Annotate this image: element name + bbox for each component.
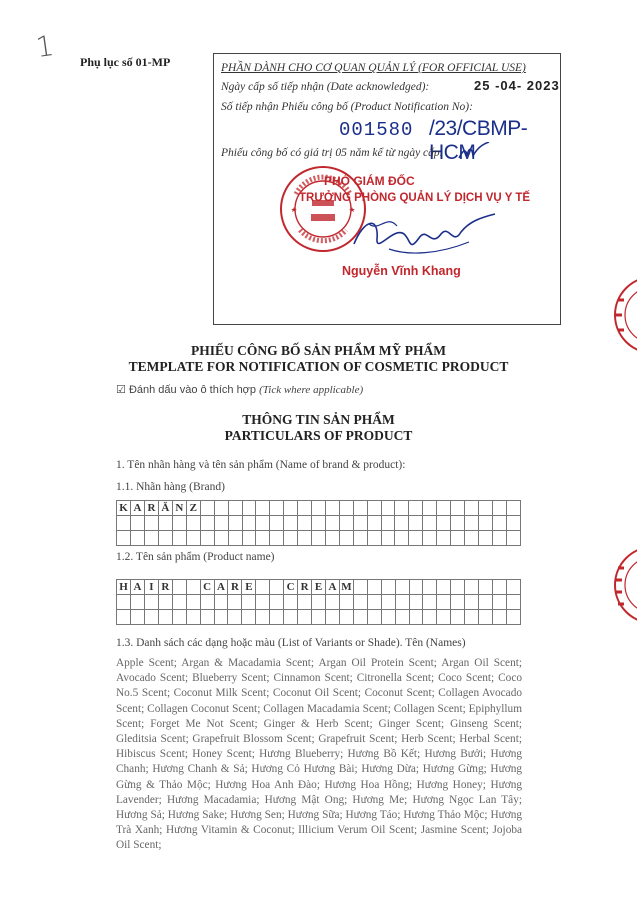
grid-cell <box>158 595 172 610</box>
grid-cell <box>478 501 492 516</box>
form-title-vietnamese: PHIẾU CÔNG BỐ SẢN PHẨM MỸ PHẨM <box>191 343 446 358</box>
grid-cell <box>506 531 520 546</box>
grid-cell <box>228 610 242 625</box>
grid-cell: M <box>341 581 352 593</box>
grid-cell <box>465 580 479 595</box>
grid-cell <box>423 501 437 516</box>
grid-cell <box>451 516 465 531</box>
grid-cell <box>130 516 144 531</box>
grid-cell <box>409 610 423 625</box>
grid-cell <box>214 501 228 516</box>
form-title-english: TEMPLATE FOR NOTIFICATION OF COSMETIC PRODUCT <box>128 359 509 374</box>
grid-cell <box>130 595 144 610</box>
grid-row <box>117 580 521 595</box>
grid-cell <box>423 516 437 531</box>
grid-cell <box>284 501 298 516</box>
grid-cell <box>200 610 214 625</box>
grid-cell <box>506 580 520 595</box>
grid-cell <box>242 531 256 546</box>
grid-cell <box>465 516 479 531</box>
grid-cell: R <box>144 501 158 516</box>
grid-cell <box>270 595 284 610</box>
grid-cell <box>367 595 381 610</box>
grid-cell <box>284 595 298 610</box>
grid-cell <box>395 610 409 625</box>
item-1-label: 1. Tên nhãn hàng và tên sản phẩm (Name of brand & product): <box>116 459 406 471</box>
grid-cell <box>409 516 423 531</box>
grid-cell <box>312 501 326 516</box>
grid-cell <box>256 516 270 531</box>
grid-cell: E <box>242 580 256 595</box>
grid-row <box>117 595 521 610</box>
grid-cell <box>423 595 437 610</box>
grid-cell: R <box>298 580 312 595</box>
grid-cell <box>172 531 186 546</box>
official-use-title: PHẦN DÀNH CHO CƠ QUAN QUẢN LÝ (FOR OFFICIAL USE) <box>221 62 526 74</box>
tick-instruction-en: (Tick where applicable) <box>259 384 364 396</box>
grid-cell <box>478 516 492 531</box>
grid-cell <box>284 516 298 531</box>
grid-row <box>117 610 521 625</box>
grid-cell <box>478 531 492 546</box>
section-title-vietnamese: THÔNG TIN SẢN PHẨM <box>242 412 395 427</box>
grid-cell <box>395 501 409 516</box>
grid-cell <box>117 531 131 546</box>
signer-title-secondary: TRƯỞNG PHÒNG QUẢN LÝ DỊCH VỤ Y TẾ <box>299 192 531 204</box>
grid-cell <box>326 595 340 610</box>
grid-cell <box>492 580 506 595</box>
grid-cell <box>256 610 270 625</box>
grid-cell: A <box>326 580 340 595</box>
grid-cell <box>117 610 131 625</box>
grid-cell: Z <box>186 501 200 516</box>
grid-cell <box>506 610 520 625</box>
grid-cell <box>381 610 395 625</box>
grid-cell <box>312 595 326 610</box>
initial-mark-icon <box>457 142 491 164</box>
grid-cell <box>423 531 437 546</box>
grid-cell <box>367 610 381 625</box>
grid-cell <box>270 501 284 516</box>
grid-cell <box>465 531 479 546</box>
date-acknowledged-value: 25 -04- 2023 <box>474 78 560 93</box>
grid-cell <box>298 501 312 516</box>
grid-cell <box>506 516 520 531</box>
grid-cell <box>144 516 158 531</box>
item-1-3-label: 1.3. Danh sách các dạng hoặc màu (List of Variants or Shade). Tên (Names) <box>116 637 466 649</box>
grid-row <box>117 516 521 531</box>
grid-cell: N <box>172 501 186 516</box>
grid-cell <box>353 516 367 531</box>
grid-cell <box>367 531 381 546</box>
grid-cell <box>242 501 256 516</box>
variants-list: Apple Scent; Argan & Macadamia Scent; Argan Oil Protein Scent; Argan Oil Scent; Avocado Scent; Blueberry Scent; Cinnamon Scent; Citronella Scent; Coco Scent; Coco No.5 Scent; Coconut Milk Scent; Coconut Oil Scent; Coconut Scent; Collagen Avocado Scent; Collagen Coconut Scent; Collagen Macadamia Scent; Collagen Scent; Epiphyllum Scent; Forget Me Not Scent; Ginger & Herb Scent; Ginger Scent; Ginseng Scent; Gleditsia Scent; Grapefruit Blossom Scent; Grapefruit Scent; Herb Scent; Herbal Scent; Hibiscus Scent; Honey Scent; Hương Blueberry; Hương Bồ Kết; Hương Bưởi; Hương Chanh; Hương Chanh & Sả; Hương Cỏ Hương Bài; Hương Dừa; Hương Gừng; Hương Gừng & Thảo Mộc; Hương Hoa Anh Đào; Hương Hoa Hồng; Hương Honey; Hương Lavender; Hương Macadamia; Hương Mật Ong; Hương Me; Hương Ngọc Lan Tây; Hương Sả; Hương Sake; Hương Sen; Hương Sữa; Hương Táo; Hương Thảo Mộc; Hương Trà Xanh; Hương Vitamin & Coconut; Illicium Verum Oil Scent; Jasmine Scent; Jojoba Oil Scent; <box>116 657 522 852</box>
grid-cell: E <box>312 580 326 595</box>
grid-cell <box>172 595 186 610</box>
item-1-2-label: 1.2. Tên sản phẩm (Product name) <box>116 551 275 563</box>
grid-cell: R <box>228 580 242 595</box>
grid-cell <box>492 516 506 531</box>
grid-cell <box>186 516 200 531</box>
grid-cell <box>325 531 339 546</box>
signer-title-primary: PHÓ GIÁM ĐỐC <box>324 174 415 188</box>
grid-cell <box>172 610 186 625</box>
grid-cell <box>117 516 131 531</box>
grid-cell <box>256 580 270 595</box>
grid-cell: C <box>284 580 298 595</box>
grid-cell <box>130 531 144 546</box>
grid-cell: H <box>117 580 131 595</box>
grid-cell <box>242 516 256 531</box>
grid-cell <box>270 580 284 595</box>
grid-cell <box>492 610 506 625</box>
section-title-english: PARTICULARS OF PRODUCT <box>224 428 413 443</box>
grid-cell <box>298 595 312 610</box>
grid-cell <box>242 595 256 610</box>
grid-cell <box>381 531 395 546</box>
grid-cell <box>451 610 465 625</box>
grid-cell <box>339 595 353 610</box>
grid-row <box>117 531 521 546</box>
grid-cell <box>200 501 214 516</box>
grid-cell: C <box>200 580 214 595</box>
grid-cell <box>506 595 520 610</box>
grid-cell <box>284 610 298 625</box>
validity-note: Phiếu công bố có giá trị 05 năm kể từ ngày cấp. <box>221 147 443 159</box>
grid-cell <box>492 595 506 610</box>
grid-cell <box>200 531 214 546</box>
grid-cell: R <box>158 580 172 595</box>
grid-cell <box>353 531 367 546</box>
grid-cell <box>339 610 353 625</box>
tick-instruction-vn: Đánh dấu vào ô thích hợp <box>128 384 257 396</box>
grid-cell <box>200 516 214 531</box>
grid-cell <box>186 580 200 595</box>
grid-cell <box>451 531 465 546</box>
grid-cell <box>144 610 158 625</box>
grid-cell <box>423 610 437 625</box>
grid-cell <box>172 516 186 531</box>
grid-cell <box>451 501 465 516</box>
grid-cell <box>242 610 256 625</box>
grid-cell <box>214 595 228 610</box>
grid-cell: A <box>214 580 228 595</box>
grid-cell <box>353 610 367 625</box>
product-letter-grid <box>116 579 521 625</box>
grid-cell <box>325 516 339 531</box>
grid-cell <box>437 610 451 625</box>
grid-cell <box>144 531 158 546</box>
grid-cell <box>130 610 144 625</box>
grid-cell <box>298 610 312 625</box>
grid-cell <box>492 501 506 516</box>
grid-cell: I <box>144 580 158 595</box>
grid-cell <box>395 595 409 610</box>
grid-cell <box>256 501 270 516</box>
grid-cell <box>478 580 492 595</box>
grid-cell <box>312 516 326 531</box>
grid-cell <box>158 516 172 531</box>
grid-cell <box>381 516 395 531</box>
grid-cell: A <box>130 580 144 595</box>
notification-number-label: Số tiếp nhận Phiếu công bố (Product Notification No): <box>221 101 473 113</box>
brand-letter-grid <box>116 500 521 546</box>
grid-cell <box>298 531 312 546</box>
grid-cell <box>353 595 367 610</box>
grid-cell <box>367 516 381 531</box>
grid-cell <box>409 595 423 610</box>
grid-cell <box>506 501 520 516</box>
grid-cell <box>117 595 131 610</box>
grid-cell: Ă <box>158 501 172 516</box>
grid-cell <box>325 501 339 516</box>
grid-cell <box>284 531 298 546</box>
appendix-label: Phụ lục số 01-MP <box>80 55 171 69</box>
grid-cell <box>478 610 492 625</box>
grid-cell <box>381 501 395 516</box>
date-acknowledged-label: Ngày cấp số tiếp nhận (Date acknowledged): <box>221 81 430 93</box>
grid-cell <box>437 501 451 516</box>
grid-cell <box>395 580 409 595</box>
grid-cell <box>353 580 367 595</box>
grid-cell <box>298 516 312 531</box>
grid-cell <box>228 501 242 516</box>
grid-cell <box>144 595 158 610</box>
grid-cell <box>339 516 353 531</box>
signature-icon <box>349 204 499 266</box>
grid-cell <box>437 531 451 546</box>
grid-cell <box>367 580 381 595</box>
grid-cell <box>186 610 200 625</box>
signer-name: Nguyễn Vĩnh Khang <box>342 264 461 278</box>
item-1-1-label: 1.1. Nhãn hàng (Brand) <box>116 481 225 493</box>
grid-cell <box>465 595 479 610</box>
grid-cell <box>186 531 200 546</box>
grid-cell <box>214 610 228 625</box>
grid-cell <box>339 531 353 546</box>
grid-cell <box>423 580 437 595</box>
grid-cell <box>381 580 395 595</box>
notification-number-suffix: /23/CBMP-HCM <box>429 117 528 164</box>
grid-cell <box>353 501 367 516</box>
grid-cell <box>339 501 353 516</box>
grid-cell: K <box>117 501 131 516</box>
grid-cell <box>186 595 200 610</box>
grid-cell <box>478 595 492 610</box>
edge-seal-bottom-icon <box>608 540 637 630</box>
grid-cell <box>312 531 326 546</box>
grid-cell <box>158 531 172 546</box>
official-use-box <box>213 53 561 325</box>
grid-cell <box>214 531 228 546</box>
grid-cell <box>270 516 284 531</box>
grid-cell <box>492 531 506 546</box>
grid-cell <box>200 595 214 610</box>
grid-cell <box>465 501 479 516</box>
grid-cell <box>172 580 186 595</box>
handwritten-page-mark: 1 <box>33 28 57 65</box>
grid-cell: A <box>130 501 144 516</box>
checkbox-icon: ☑ <box>116 383 126 396</box>
grid-row <box>117 501 521 516</box>
grid-cell <box>228 516 242 531</box>
grid-cell <box>451 580 465 595</box>
grid-cell <box>270 531 284 546</box>
grid-cell <box>437 580 451 595</box>
grid-cell <box>312 610 326 625</box>
notification-number-stamp: 001580 <box>339 119 414 141</box>
tick-instruction <box>116 383 363 396</box>
grid-cell <box>451 595 465 610</box>
grid-cell <box>409 501 423 516</box>
grid-cell <box>465 610 479 625</box>
grid-cell <box>381 595 395 610</box>
grid-cell <box>228 595 242 610</box>
grid-cell <box>326 610 340 625</box>
grid-cell <box>214 516 228 531</box>
grid-cell <box>158 610 172 625</box>
grid-cell <box>437 516 451 531</box>
grid-cell <box>409 531 423 546</box>
grid-cell <box>395 531 409 546</box>
grid-cell <box>409 580 423 595</box>
grid-cell <box>256 595 270 610</box>
grid-cell <box>270 610 284 625</box>
grid-cell <box>367 501 381 516</box>
grid-cell <box>395 516 409 531</box>
grid-cell <box>228 531 242 546</box>
grid-cell <box>437 595 451 610</box>
grid-cell <box>256 531 270 546</box>
